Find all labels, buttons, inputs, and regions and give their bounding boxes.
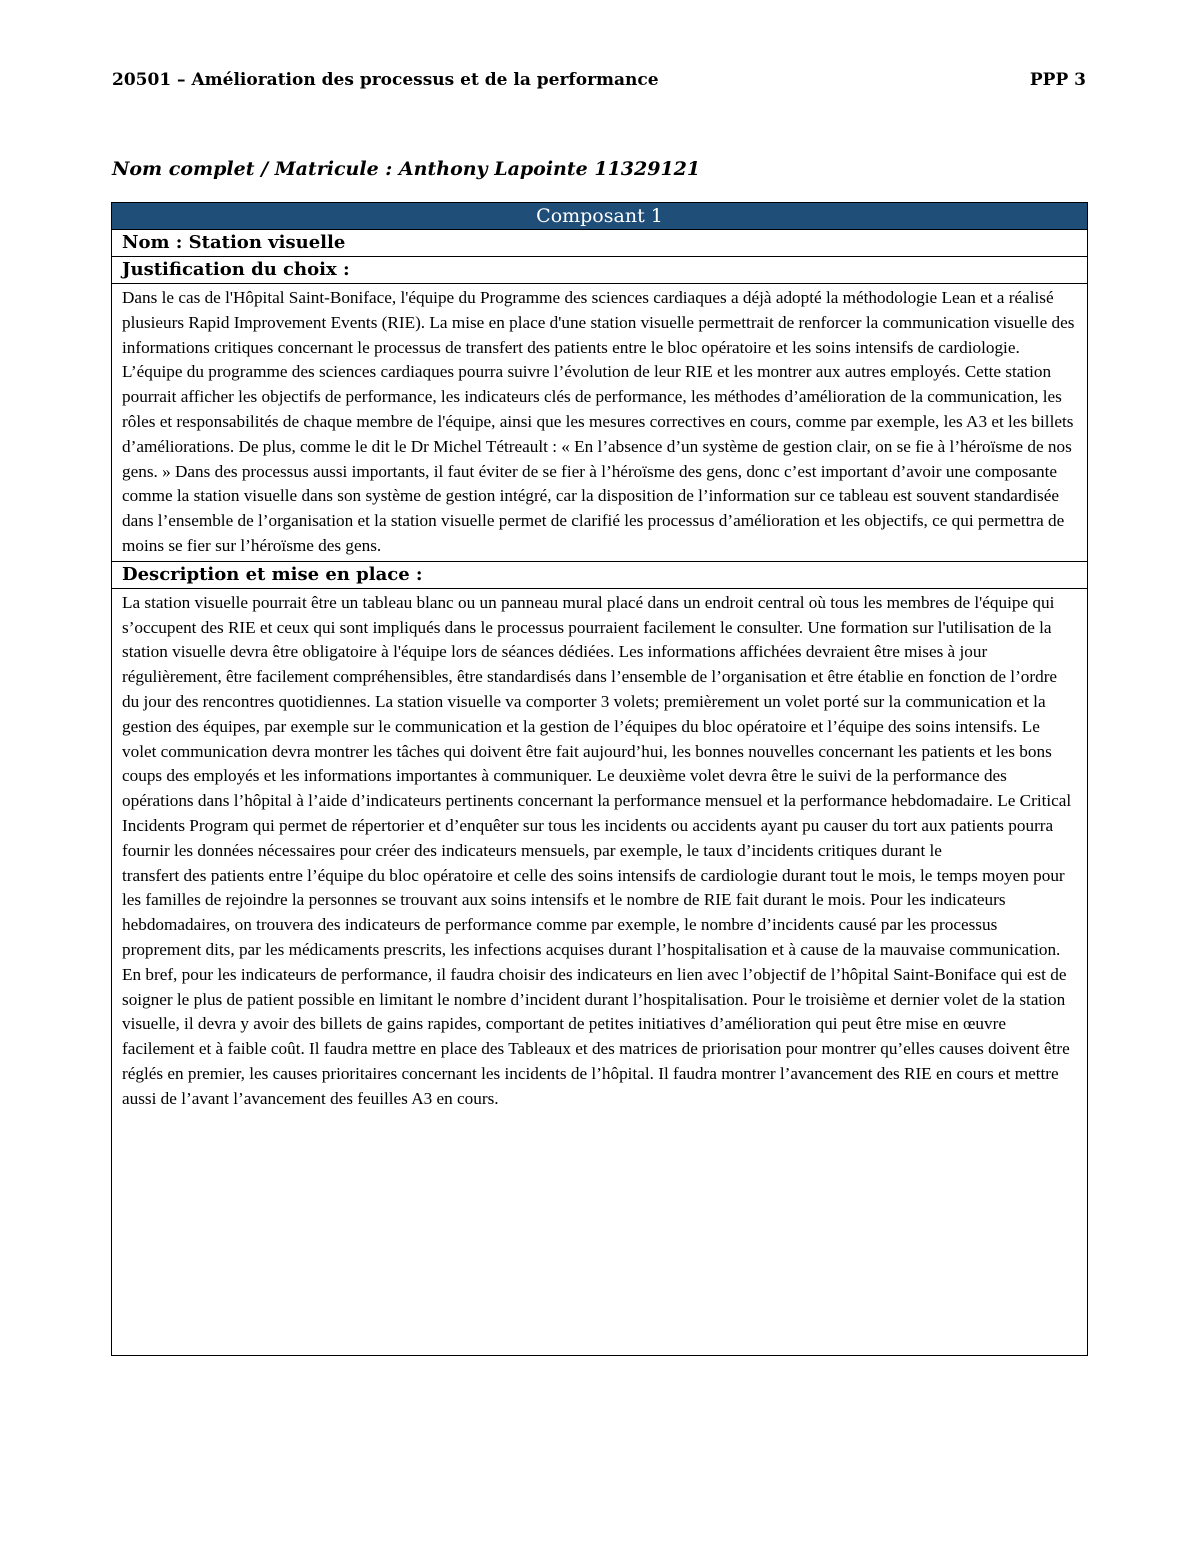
component-name: Nom : Station visuelle [112,230,1088,257]
description-paragraph-2: transfert des patients entre l’équipe du bloc opératoire et celle des soins intensifs de cardiologie durant tout le mois, le temps moyen pour les familles de rejoindre la personnes se trouvant aux soins intensifs et le nombre de RIE fait durant le mois. Pour les indicateurs hebdomadaires, on trouvera des indicateurs de performance comme par exemple, le nombre d’incidents causé par les processus proprement dits, par les médicaments prescrits, les infections acquises durant l’hospitalisation et à cause de la mauvaise communication. En bref, pour les indicateurs de performance, il faudra choisir des indicateurs en lien avec l’objectif de l’hôpital Saint-Boniface qui est de soigner le plus de patient possible en limitant le nombre d’incident durant l’hospitalisation. Pour le troisième et dernier volet de la station visuelle, il devra y avoir des billets de gains rapides, comportant de petites initiatives d’amélioration qui peut être mise en œuvre facilement et à faible coût. Il faudra mettre en place des Tableaux et des matrices de priorisation pour montrer qu’elles causes doivent être réglés en premier, les causes prioritaires concernant les incidents de l’hôpital. Il faudra montrer l’avancement des RIE en cours et mettre aussi de l’avant l’avancement des feuilles A3 en cours. [122,865,1070,1108]
description-text-row [112,588,1088,1355]
justification-paragraph: Dans le cas de l'Hôpital Saint-Boniface, l'équipe du Programme des sciences cardiaques a déjà adopté la méthodologie Lean et a réalisé plusieurs Rapid Improvement Events (RIE). La mise en place d'une station visuelle permettrait de renforcer la communication visuelle des informations critiques concernant le processus de transfert des patients entre le bloc opératoire et les soins intensifs de cardiologie. L’équipe du programme des sciences cardiaques pourra suivre l’évolution de leur RIE et les montrer aux autres employés. Cette station pourrait afficher les objectifs de performance, les indicateurs clés de performance, les méthodes d’amélioration de la communication, les rôles et responsabilités de chaque membre de l'équipe, ainsi que les mesures correctives en cours, comme par exemple, les A3 et les billets d’améliorations. De plus, comme le dit le Dr Michel Tétreault : « En l’absence d’un système de gestion clair, on se fie à l’héroïsme de nos gens. » Dans des processus aussi importants, il faut éviter de se fier à l’héroïsme des gens, donc c’est important d’avoir une composante comme la station visuelle dans son système de gestion intégré, car la disposition de l’information sur ce tableau est souvent standardisée dans l’ensemble de l’organisation et la station visuelle permet de clarifié les processus d’amélioration et les objectifs, ce qui permettra de moins se fier sur l’héroïsme des gens. [122,288,1075,555]
page-header [112,70,1086,90]
component-table [111,202,1088,1356]
student-name-line: Nom complet / Matricule : Anthony Lapointe 11329121 [112,158,701,180]
assignment-code: PPP 3 [1029,70,1086,90]
title-row [112,203,1088,230]
justification-label: Justification du choix : [112,257,1088,284]
description-label: Description et mise en place : [112,561,1088,588]
description-text [112,588,1088,1355]
justification-text-row [112,284,1088,562]
description-paragraph-1: La station visuelle pourrait être un tableau blanc ou un panneau mural placé dans un endroit central où tous les membres de l'équipe qui s’occupent des RIE et ceux qui sont impliqués dans le processus pourraient facilement le consulter. Une formation sur l'utilisation de la station visuelle devra être obligatoire à l'équipe lors de séances dédiées. Les informations affichées devraient être mises à jour régulièrement, être facilement compréhensibles, être standardisés dans l’ensemble de l’organisation et être établie en fonction de l’ordre du jour des rencontres quotidiennes. La station visuelle va comporter 3 volets; premièrement un volet porté sur la communication et la gestion des équipes, par exemple sur le communication et la gestion de l’équipes du bloc opératoire et l’équipe des soins intensifs. Le volet communication devra montrer les tâches qui doivent être fait aujourd’hui, les bonnes nouvelles concernant les patients et les bons coups des employés et les informations importantes à communiquer. Le deuxième volet devra être le suivi de la performance des opérations dans l’hôpital à l’aide d’indicateurs pertinents concernant la performance mensuel et la performance hebdomadaire. Le Critical Incidents Program qui permet de répertorier et d’enquêter sur tous les incidents ou accidents ayant pu causer du tort aux patients pourra fournir les données nécessaires pour créer des indicateurs mensuels, par exemple, le taux d’incidents critiques durant le [122,592,1072,860]
component-title: Composant 1 [112,203,1088,230]
justification-label-row [112,257,1088,284]
name-row [112,230,1088,257]
course-title: 20501 – Amélioration des processus et de la performance [112,70,659,90]
description-label-row [112,561,1088,588]
justification-text [112,284,1088,562]
